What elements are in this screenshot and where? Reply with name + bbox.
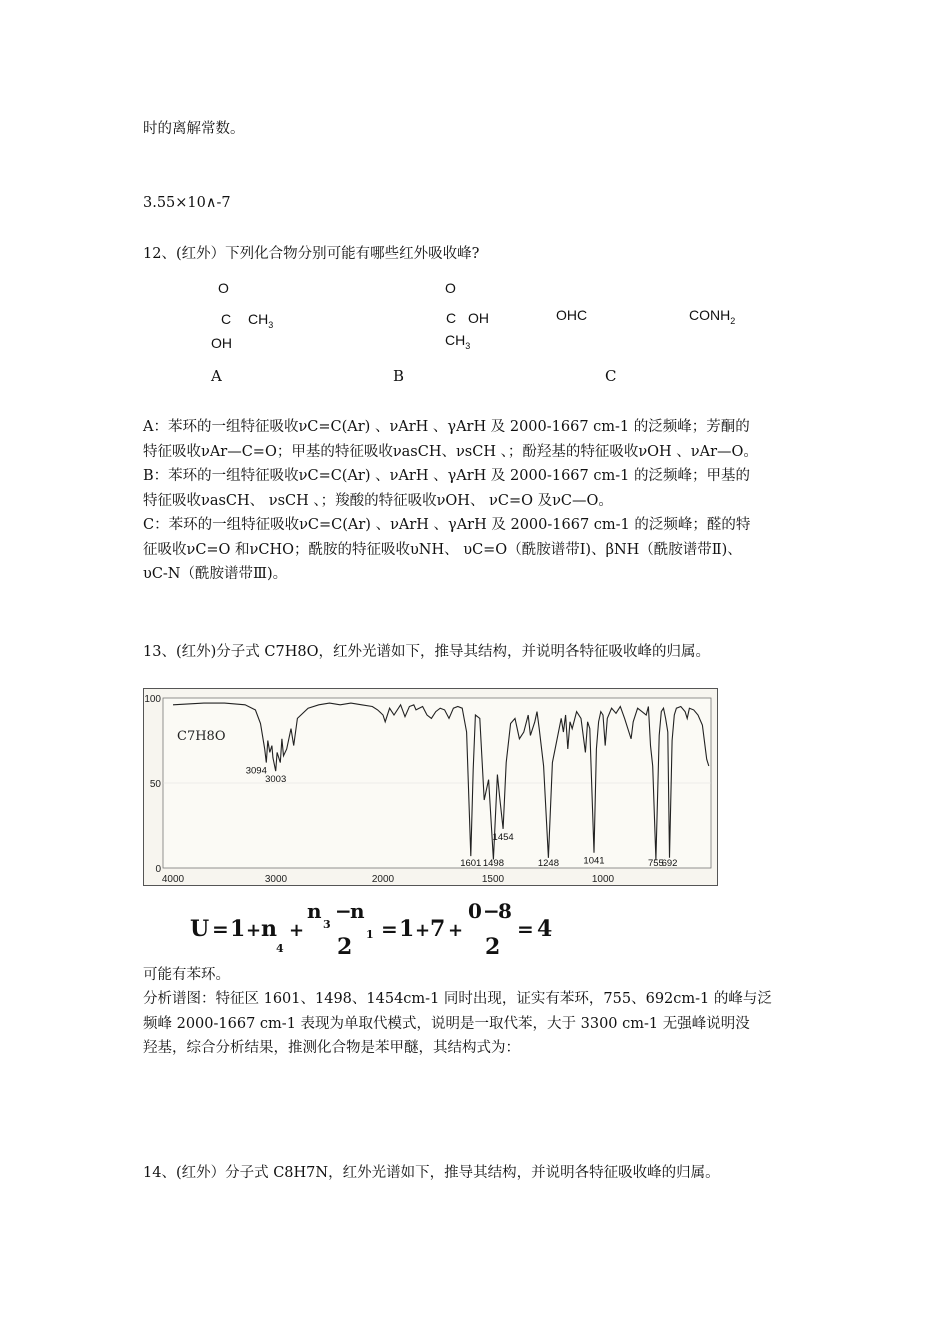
formula-minus-2: −	[483, 899, 500, 923]
analysis-paragraph	[143, 987, 813, 1061]
formula-one-1: 1	[230, 916, 246, 942]
peak-label-692: 692	[661, 858, 678, 869]
struct-a-c: C	[221, 311, 232, 327]
x-tick-label: 3000	[264, 874, 288, 885]
formula-sub-1: 1	[366, 928, 374, 941]
peak-label-1601: 1601	[460, 858, 482, 869]
formula-u: U	[190, 916, 210, 942]
formula-one-2: 1	[399, 916, 415, 942]
formula-plus-1: +	[246, 920, 262, 941]
answer-a-line-2: 特征吸收νAr—C=O；甲基的特征吸收νasCH、νsCH 、；酚羟基的特征吸收νOH 、νAr—O。	[143, 443, 758, 460]
text-line-dissociation: 时的离解常数。	[143, 121, 245, 137]
peak-label-1498: 1498	[482, 858, 505, 869]
analysis-line-1: 分析谱图：特征区 1601、1498、1454cm-1 同时出现，证实有苯环，755、692cm-1 的峰与泛	[143, 991, 772, 1007]
label-a: A	[211, 367, 222, 385]
formula-eight: 8	[498, 899, 512, 923]
formula-n: n	[261, 916, 277, 942]
benzene-note: 可能有苯环。	[143, 967, 230, 983]
formula-result: 4	[537, 916, 553, 942]
question-12: 12、(红外）下列化合物分别可能有哪些红外吸收峰?	[143, 246, 480, 262]
formula-eq-1: =	[212, 917, 229, 941]
formula-sub-3: 3	[323, 918, 331, 931]
formula-minus-1: −	[335, 899, 352, 923]
peak-label-755: 755	[647, 858, 664, 869]
analysis-line-3: 羟基，综合分析结果，推测化合物是苯甲醚，其结构式为：	[143, 1040, 520, 1056]
label-c: C	[605, 367, 617, 385]
formula-plus-3: +	[415, 920, 431, 941]
x-tick-label: 1500	[481, 874, 505, 885]
answer-c-line-3: υC-N（酰胺谱带Ⅲ)。	[143, 566, 288, 582]
formula-denominator-2: 2	[485, 934, 501, 960]
question-13: 13、(红外)分子式 C7H8O，红外光谱如下，推导其结构，并说明各特征吸收峰的归属。	[143, 644, 710, 660]
x-tick-label: 1000	[591, 874, 615, 885]
struct-b-methyl: $CH_3$	[445, 332, 471, 351]
formula-seven: 7	[430, 916, 446, 942]
x-tick-label: 4000	[161, 874, 185, 885]
peak-label-1454: 1454	[492, 831, 514, 843]
ir-spectrum-chart	[143, 688, 718, 886]
analysis-line-2: 频峰 2000-1667 cm-1 表现为单取代模式，说明是一取代苯，大于 3300 cm-1 无强峰说明没	[143, 1015, 750, 1032]
unsaturation-formula	[185, 898, 565, 960]
peak-label-1248: 1248	[537, 858, 560, 869]
peak-label-1041: 1041	[583, 855, 605, 867]
struct-a-oh: OH	[211, 335, 232, 351]
label-b: B	[393, 367, 405, 385]
formula-eq-2: =	[381, 917, 398, 941]
answer-12	[143, 415, 813, 587]
y-tick-label: 0	[155, 864, 161, 875]
formula-eq-3: =	[517, 917, 534, 941]
y-tick-label: 50	[149, 779, 161, 790]
formula-plus-2: +	[289, 920, 305, 941]
struct-b-o: O	[445, 280, 456, 296]
formula-sub-4: 4	[276, 942, 284, 955]
answer-c-line-1: C：苯环的一组特征吸收νC=C(Ar) 、νArH 、γArH 及 2000-1667 cm-1 的泛频峰；醛的特	[143, 517, 751, 533]
struct-b-c: C	[446, 310, 457, 326]
text-line-constant: 3.55×10∧-7	[143, 195, 231, 211]
peak-label-3003: 3003	[265, 774, 287, 786]
question-14: 14、(红外）分子式 C8H7N，红外光谱如下，推导其结构，并说明各特征吸收峰的归属。	[143, 1165, 720, 1181]
struct-a-methyl: $CH_3$	[248, 311, 274, 330]
peak-label-3094: 3094	[245, 765, 267, 777]
formula-plus-4: +	[448, 920, 464, 941]
answer-b-line-1: B：苯环的一组特征吸收νC=C(Ar) 、νArH 、γArH 及 2000-1667 cm-1 的泛频峰；甲基的	[143, 468, 750, 484]
formula-n1: n	[350, 899, 365, 923]
answer-a-line-1: A：苯环的一组特征吸收νC=C(Ar) 、νArH 、γArH 及 2000-1667 cm-1 的泛频峰；芳酮的	[143, 419, 750, 435]
struct-a-o: O	[218, 280, 229, 296]
y-tick-label: 100	[144, 694, 161, 705]
struct-c-ohc: OHC	[556, 307, 588, 323]
struct-b-oh: OH	[468, 310, 489, 326]
formula-label: C7H8O	[177, 729, 226, 744]
formula-zero: 0	[468, 899, 482, 923]
x-tick-label: 2000	[371, 874, 395, 885]
answer-c-line-2: 征吸收νC=O 和νCHO；酰胺的特征吸收υNH、 υC=O（酰胺谱带Ⅰ)、βNH（酰胺谱带Ⅱ)、	[143, 541, 742, 558]
struct-c-conh2: $CONH_2$	[689, 307, 736, 326]
formula-denominator-1: 2	[337, 934, 353, 960]
answer-b-line-2: 特征吸收νasCH、 νsCH 、；羧酸的特征吸收νOH、 νC=O 及νC—O。	[143, 492, 613, 509]
formula-n3: n	[307, 899, 322, 923]
